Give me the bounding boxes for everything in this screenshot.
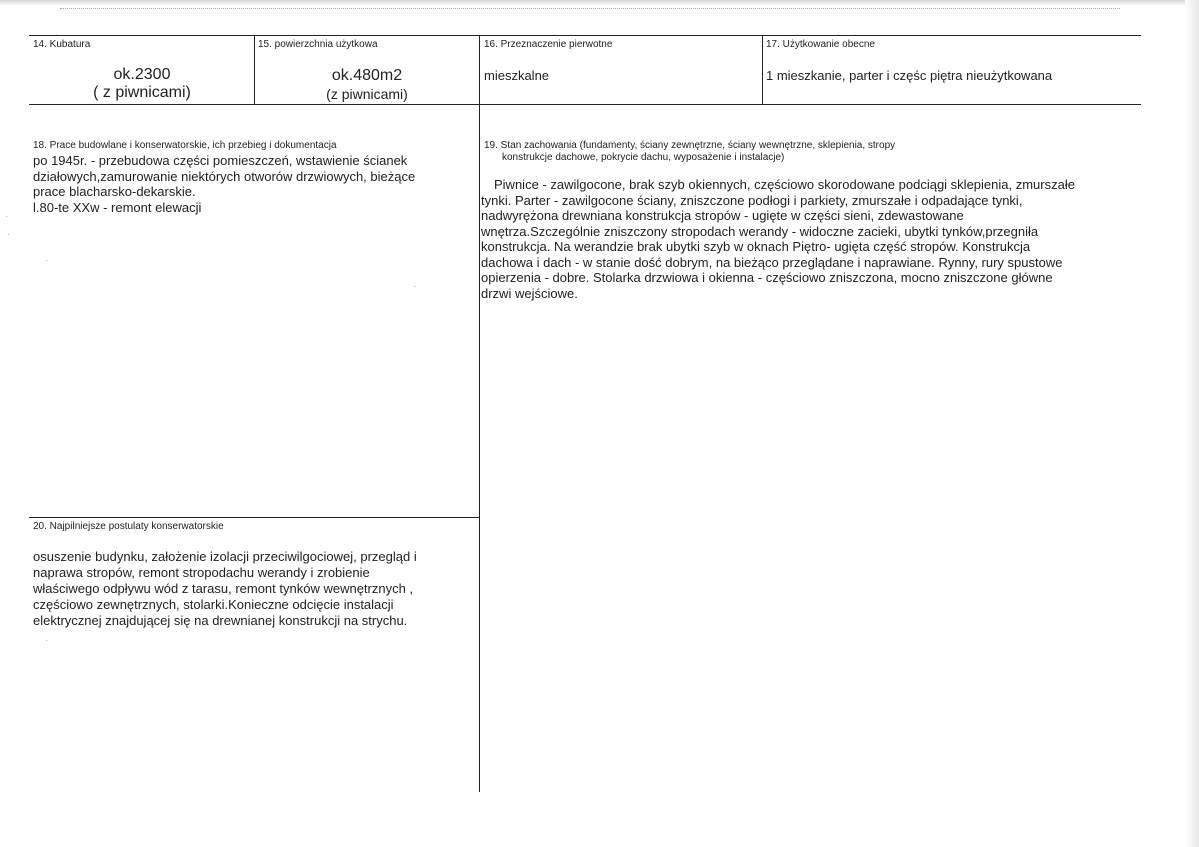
prace-budowlane-label: 18. Prace budowlane i konserwatorskie, ich przebieg i dokumentacja <box>33 140 337 151</box>
powierzchnia-label: 15. powierzchnia użytkowa <box>258 39 378 50</box>
stan-zachowania-line: opierzenia - dobre. Stolarka drzwiowa i okienna - częściowo zniszczona, mocno zniszczone główne <box>481 270 1053 285</box>
postulaty-line: właściwego odpływu wód z tarasu, remont tynków wewnętrznych , <box>33 581 414 596</box>
stan-zachowania-label <box>484 140 895 164</box>
przeznaczenie-value: mieszkalne <box>484 68 550 83</box>
uzytkowanie-label: 17. Użytkowanie obecne <box>766 39 875 50</box>
prace-budowlane-line: działowych,zamurowanie niektórych otworów drzwiowych, bieżące <box>33 168 416 184</box>
kubatura-value <box>30 66 254 102</box>
f18-f20-divider <box>29 517 479 518</box>
stan-zachowania-line: drzwi wejściowe. <box>481 285 578 301</box>
col-divider-15-16 <box>479 35 480 104</box>
col-divider-18-19 <box>479 104 480 792</box>
scan-dots <box>60 8 1120 13</box>
kubatura-value-line1: ok.2300 <box>113 66 171 83</box>
stan-zachowania-label-line1: 19. Stan zachowania (fundamenty, ściany zewnętrzne, ściany wewnętrzne, sklepienia, stropy <box>484 140 896 151</box>
przeznaczenie-label: 16. Przeznaczenie pierwotne <box>484 39 613 50</box>
stan-zachowania-line: nadwyrężona drewniana konstrukcja stropów - ugięte w części sieni, zdewastowane <box>481 208 964 223</box>
scan-speck: · <box>5 211 9 222</box>
uzytkowanie-value: 1 mieszkanie, parter i częśc piętra nieużytkowana <box>766 68 1053 83</box>
stan-zachowania-line: Piwnice - zawilgocone, brak szyb okiennych, częściowo skorodowane podciągi sklepienia, zmurszałe <box>494 177 1075 192</box>
top-rule <box>29 35 1141 36</box>
stan-zachowania-label-line2: konstrukcje dachowe, pokrycie dachu, wyposażenie i instalacje) <box>502 152 785 163</box>
stan-zachowania-text <box>481 177 1141 301</box>
powierzchnia-value-line2: (z piwnicami) <box>326 86 408 102</box>
postulaty-line: elektrycznej znajdującej się na drewnianej konstrukcji na strychu. <box>33 613 408 628</box>
row1-bottom-rule <box>29 104 1141 105</box>
postulaty-text <box>33 549 473 629</box>
powierzchnia-value-line1: ok.480m2 <box>331 67 403 84</box>
kubatura-label: 14. Kubatura <box>33 39 91 50</box>
prace-budowlane-line: po 1945r. - przebudowa części pomieszczeń, wstawienie ścianek <box>33 153 408 168</box>
stan-zachowania-line: konstrukcja. Na werandzie brak ubytki szyb w oknach Piętro- ugięta część stropów. Konstrukcja <box>481 239 1031 254</box>
scan-speck: · <box>7 229 11 240</box>
postulaty-label: 20. Najpilniejsze postulaty konserwatorskie <box>33 521 224 532</box>
kubatura-value-line2: ( z piwnicami) <box>93 84 191 101</box>
scan-edge-top <box>0 0 1199 6</box>
postulaty-line: osuszenie budynku, założenie izolacji przeciwilgociowej, przegląd i <box>33 549 417 564</box>
powierzchnia-value <box>255 67 479 103</box>
col-divider-16-17 <box>762 35 763 104</box>
scan-speck: · <box>45 255 49 266</box>
postulaty-line: częściowo zewnętrznych, stolarki.Konieczne odcięcie instalacji <box>33 597 394 612</box>
stan-zachowania-line: wnętrza.Szczególnie zniszczony stropodach werandy - widoczne zacieki, ubytki tynków,przegniła <box>481 223 1039 239</box>
postulaty-line: naprawa stropów, remont stropodachu werandy i zrobienie <box>33 565 370 580</box>
scan-edge-right <box>1185 0 1199 847</box>
stan-zachowania-line: tynki. Parter - zawilgocone ściany, zniszczone podłogi i parkiety, zmurszałe i odpadające tynki, <box>481 192 1023 208</box>
stan-zachowania-line: dachowa i dach - w stanie dość dobrym, na bieżąco przeglądane i naprawiane. Rynny, rury spustowe <box>481 254 1063 270</box>
prace-budowlane-text <box>33 153 473 215</box>
scan-speck: · <box>413 281 417 292</box>
scan-speck: · <box>45 635 49 646</box>
prace-budowlane-line: l.80-te XXw - remont elewacji <box>33 199 202 215</box>
prace-budowlane-line: prace blacharsko-dekarskie. <box>33 184 196 199</box>
